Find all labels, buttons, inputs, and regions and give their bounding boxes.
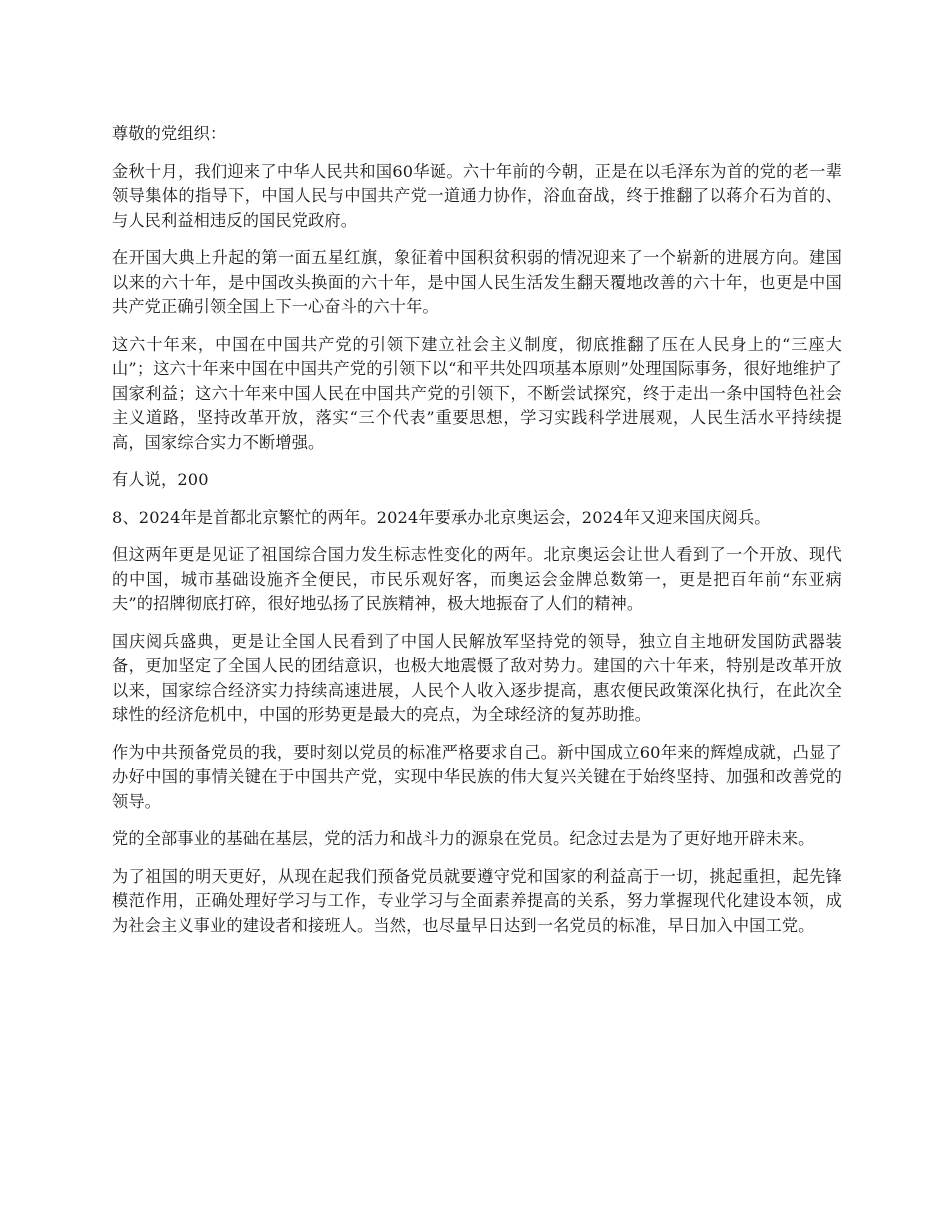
paragraph-10: 为了祖国的明天更好，从现在起我们预备党员就要遵守党和国家的利益高于一切，挑起重担，起先锋模范作用，正确处理好学习与工作，专业学习与全面素养提高的关系，努力掌握现代化建设本领，成为社会主义事业的建设者和接班人。当然，也尽量早日达到一名党员的标准，早日加入中国工党。 xyxy=(112,866,842,935)
paragraph-2: 在开国大典上升起的第一面五星红旗，象征着中国积贫积弱的情况迎来了一个崭新的进展方向。建国以来的六十年，是中国改头换面的六十年，是中国人民生活发生翻天覆地改善的六十年，也更是中国共产党正确引领全国上下一心奋斗的六十年。 xyxy=(112,248,842,316)
paragraph-1: 金秋十月，我们迎来了中华人民共和国60华诞。六十年前的今朝，正是在以毛泽东为首的党的老一辈领导集体的指导下，中国人民与中国共产党一道通力协作，浴血奋战，终于推翻了以蒋介石为首的、与人民利益相违反的国民党政府。 xyxy=(112,161,842,230)
paragraph-9: 党的全部事业的基础在基层，党的活力和战斗力的源泉在党员。纪念过去是为了更好地开辟未来。 xyxy=(112,829,815,848)
document-body xyxy=(112,122,842,951)
paragraph-8: 作为中共预备党员的我，要时刻以党员的标准严格要求自己。新中国成立60年来的辉煌成就，凸显了办好中国的事情关键在于中国共产党，实现中华民族的伟大复兴关键在于始终坚持、加强和改善党的领导。 xyxy=(112,742,842,811)
salutation: 尊敬的党组织： xyxy=(112,124,227,143)
paragraph-5: 8、2024年是首都北京繁忙的两年。2024年要承办北京奥运会，2024年又迎来国庆阅兵。 xyxy=(112,507,771,527)
paragraph-7: 国庆阅兵盛典，更是让全国人民看到了中国人民解放军坚持党的领导，独立自主地研发国防武器装备，更加坚定了全国人民的团结意识，也极大地震慑了敌对势力。建国的六十年来，特别是改革开放以来，国家综合经济实力持续高速进展，人民个人收入逐步提高，惠农便民政策深化执行，在此次全球性的经济危机中，中国的形势更是最大的亮点，为全球经济的复苏助推。 xyxy=(112,631,842,724)
paragraph-3: 这六十年来，中国在中国共产党的引领下建立社会主义制度，彻底推翻了压在人民身上的“三座大山”；这六十年来中国在中国共产党的引领下以“和平共处四项基本原则”处理国际事务，很好地维护了国家利益；这六十年来中国人民在中国共产党的引领下，不断尝试探究，终于走出一条中国特色社会主义道路，坚持改革开放，落实“三个代表”重要思想，学习实践科学进展观，人民生活水平持续提高，国家综合实力不断增强。 xyxy=(112,334,842,452)
paragraph-4: 有人说，200 xyxy=(112,470,209,489)
paragraph-6: 但这两年更是见证了祖国综合国力发生标志性变化的两年。北京奥运会让世人看到了一个开放、现代的中国，城市基础设施齐全便民，市民乐观好客，而奥运会金牌总数第一，更是把百年前“东亚病夫”的招牌彻底打碎，很好地弘扬了民族精神，极大地振奋了人们的精神。 xyxy=(112,545,842,613)
